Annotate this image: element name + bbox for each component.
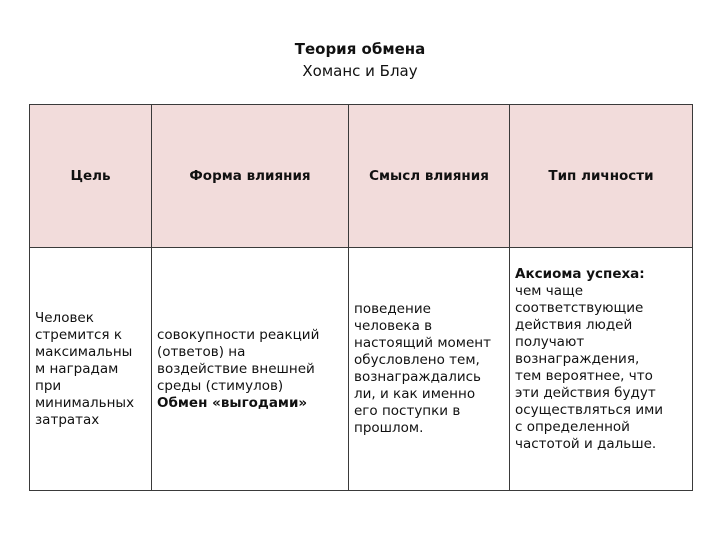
meaning-text: поведение человека в настоящий момент обусловлено тем, вознаграждались ли, и как именно его поступки в прошлом. [354,301,491,436]
cell-goal [30,248,152,491]
slide-title: Теория обмена [294,40,426,58]
column-header-form: Форма влияния [152,105,349,248]
type-bold-text: Аксиома успеха: [515,266,645,282]
table-row [30,248,693,491]
table-header-row [30,105,693,248]
cell-form [152,248,349,491]
type-text: чем чаще соответствующие действия людей получают вознаграждения, тем вероятнее, что эти действия будут осуществляться ими с определенной частотой и дальше. [515,283,664,452]
column-header-goal: Цель [30,105,152,248]
title-block [0,38,720,82]
column-header-personality-type: Тип личности [510,105,693,248]
form-bold-text: Обмен «выгодами» [157,394,308,411]
slide-subtitle: Хоманс и Блау [302,62,418,80]
cell-meaning [349,248,510,491]
goal-text: Человек стремится к максимальны м наградам при минимальных затратах [35,309,135,428]
cell-personality-type [510,248,693,491]
exchange-theory-table [29,104,693,491]
form-text: совокупности реакций (ответов) на воздействие внешней среды (стимулов) [157,326,320,394]
column-header-meaning: Смысл влияния [349,105,510,248]
